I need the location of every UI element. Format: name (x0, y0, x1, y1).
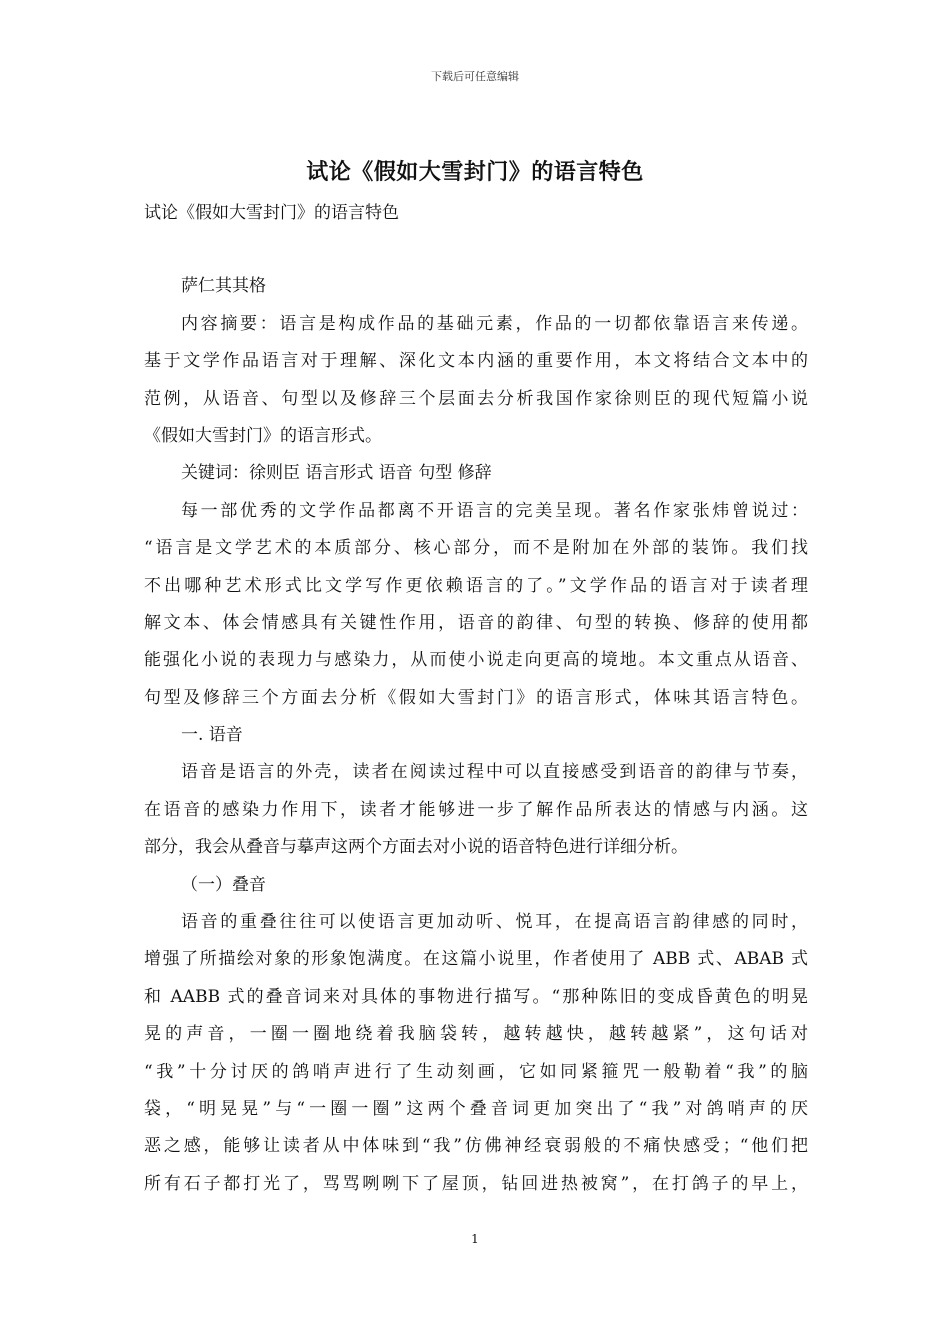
paragraph-line: 不出哪种艺术形式比文学写作更依赖语言的了。”文学作品的语言对于读者理 (144, 575, 808, 596)
paragraph-line: 语音是语言的外壳，读者在阅读过程中可以直接感受到语音的韵律与节奏， (181, 762, 808, 783)
document-body (144, 195, 808, 1203)
paragraph-line: 在语音的感染力作用下，读者才能够进一步了解作品所表达的情感与内涵。这 (144, 799, 808, 820)
paragraph-line: （一）叠音 (181, 874, 266, 895)
paragraph-line: 增强了所描绘对象的形象饱满度。在这篇小说里，作者使用了 ABB 式、ABAB 式 (144, 949, 808, 970)
paragraph-line: 能强化小说的表现力与感染力，从而使小说走向更高的境地。本文重点从语音、 (144, 650, 808, 671)
paragraph-line: “语言是文学艺术的本质部分、核心部分，而不是附加在外部的装饰。我们找 (144, 538, 808, 559)
paragraph-line: 范例，从语音、句型以及修辞三个层面去分析我国作家徐则臣的现代短篇小说 (144, 388, 808, 409)
paragraph-line: 和 AABB 式的叠音词来对具体的事物进行描写。“那种陈旧的变成昏黄色的明晃 (144, 986, 808, 1007)
paragraph-line: 部分，我会从叠音与摹声这两个方面去对小说的语音特色进行详细分析。 (144, 837, 688, 858)
paragraph-line: 萨仁其其格 (181, 276, 266, 297)
blank-line (144, 232, 808, 268)
paragraph-line: 一. 语音 (181, 725, 243, 746)
paragraph-line: 所有石子都打光了，骂骂咧咧下了屋顶，钻回进热被窝”，在打鸽子的早上， (144, 1173, 808, 1194)
page-number: 1 (471, 1232, 479, 1246)
paragraph-line: 《假如大雪封门》的语言形式。 (144, 425, 382, 446)
paragraph-line: 试论《假如大雪封门》的语言特色 (144, 203, 399, 223)
paragraph-line: 关键词：徐则臣 语言形式 语音 句型 修辞 (181, 463, 492, 484)
paragraph-line: 句型及修辞三个方面去分析《假如大雪封门》的语言形式，体味其语言特色。 (144, 687, 808, 708)
paragraph-line: 每一部优秀的文学作品都离不开语言的完美呈现。著名作家张炜曾说过： (181, 500, 808, 521)
paragraph-line: 恶之感，能够让读者从中体味到“我”仿佛神经衰弱般的不痛快感受；“他们把 (144, 1136, 808, 1157)
paragraph-line: 语音的重叠往往可以使语言更加动听、悦耳，在提高语言韵律感的同时， (181, 912, 808, 933)
paragraph-line: 基于文学作品语言对于理解、深化文本内涵的重要作用，本文将结合文本中的 (144, 351, 808, 372)
paragraph-line: 袋，“明晃晃”与“一圈一圈”这两个叠音词更加突出了“我”对鸽哨声的厌 (144, 1098, 808, 1119)
paragraph-line: 晃的声音，一圈一圈地绕着我脑袋转，越转越快，越转越紧”，这句话对 (144, 1024, 808, 1045)
paragraph-line: “我”十分讨厌的鸽哨声进行了生动刻画，它如同紧箍咒一般勒着“我”的脑 (144, 1061, 808, 1082)
paragraph-line: 内容摘要：语言是构成作品的基础元素，作品的一切都依靠语言来传递。 (181, 313, 808, 334)
document-title: 试论《假如大雪封门》的语言特色 (306, 159, 644, 185)
header-note: 下载后可任意编辑 (431, 70, 519, 83)
paragraph-line: 解文本、体会情感具有关键性作用，语音的韵律、句型的转换、修辞的使用都 (144, 612, 808, 633)
